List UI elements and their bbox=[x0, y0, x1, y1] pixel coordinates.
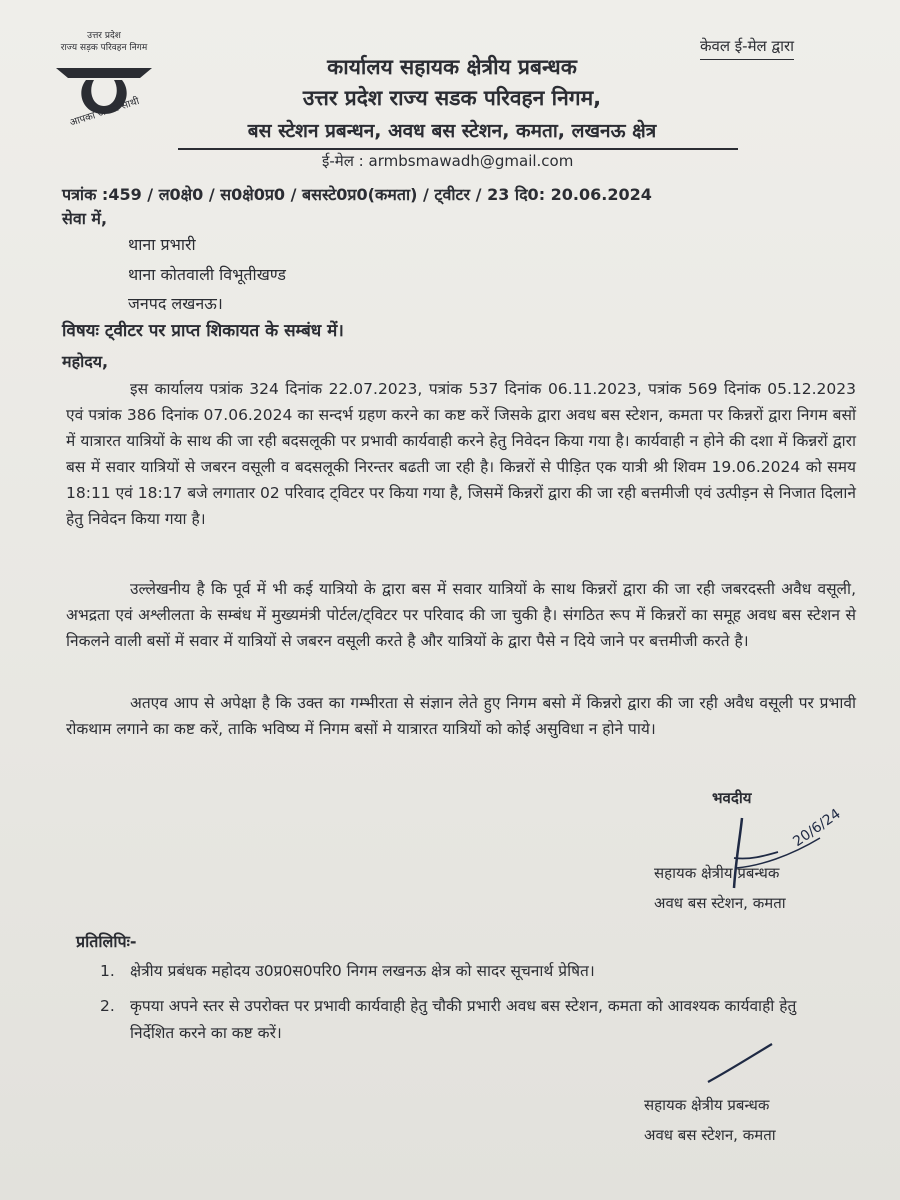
header-divider bbox=[178, 148, 738, 150]
org-name: उत्तर प्रदेश राज्य सडक परिवहन निगम, bbox=[302, 86, 602, 110]
addressee-line-1: थाना प्रभारी bbox=[128, 235, 196, 254]
body-paragraph-1: इस कार्यालय पत्रांक 324 दिनांक 22.07.2023, पत्रांक 537 दिनांक 06.11.2023, पत्रांक 569 दिनांक 05.12.2023 एवं पत्रांक 386 दिनांक 07.06.2024 का सन्दर्भ ग्रहण करने का कष्ट करें जिसके द्वारा अवध बस स्टेशन, कमता पर किन्नरों द्वारा निगम बसों में यात्रारत यात्रियों के साथ की जा रही बदसलूकी पर प्रभावी कार्यवाही करने हेतु निवेदन किया गया है। कार्यवाही न होने की दशा में किन्नरों द्वारा बस में सवार यात्रियों से जबरन वसूली व बदसलूकी निरन्तर बढती जा रही है। किन्नरों से पीड़ित एक यात्री श्री शिवम 19.06.2024 को समय 18:11 एवं 18:17 बजे लगातार 02 परिवाद ट्विटर पर किया गया है, जिसमें किन्नरों द्वारा की जा रही बत्तमीजी एवं उत्पीड़न से निजात दिलाने हेतु निवेदन किया गया है। bbox=[66, 380, 856, 528]
logo-emblem-icon bbox=[38, 30, 170, 140]
logo-state-text: उत्तर प्रदेश bbox=[87, 31, 121, 41]
signatory-title: सहायक क्षेत्रीय प्रबन्धक bbox=[644, 1096, 770, 1114]
copy-label: प्रतिलिपिः- bbox=[76, 932, 137, 951]
closing: भवदीय bbox=[712, 789, 752, 807]
email-line bbox=[322, 151, 573, 171]
list-item: 2. कृपया अपने स्तर से उपरोक्त पर प्रभावी कार्यवाही हेतु चौकी प्रभारी अवध बस स्टेशन, कमता को आवश्यक कार्यवाही हेतु निर्देशित करने का कष्ट करें। bbox=[100, 997, 797, 1042]
list-item: 1. क्षेत्रीय प्रबंधक महोदय उ0प्र0स0परि0 निगम लखनऊ क्षेत्र को सादर सूचनार्थ प्रेषित। bbox=[100, 962, 595, 980]
signature-2-icon bbox=[700, 1040, 780, 1090]
email-only-note: केवल ई-मेल द्वारा bbox=[700, 36, 794, 60]
email-address: armbsmawadh@gmail.com bbox=[368, 152, 574, 170]
salutation-to: सेवा में, bbox=[62, 209, 108, 228]
unit-name: बस स्टेशन प्रबन्धन, अवध बस स्टेशन, कमता, लखनऊ क्षेत्र bbox=[247, 120, 657, 142]
email-label: ई-मेल : bbox=[322, 152, 364, 170]
body-paragraph-2: उल्लेखनीय है कि पूर्व में भी कई यात्रियो के द्वारा बस में सवार यात्रियों के साथ किन्नरों द्वारा की जा रही जबरदस्ती अवैध वसूली, अभद्रता एवं अश्लीलता के सम्बंध में मुख्यमंत्री पोर्टल/ट्विटर पर परिवाद की जा चुकी है। संगठित रूप में किन्नरों का समूह अवध बस स्टेशन से निकलने वाली बसों में सवार में यात्रियों से जबरन वसूली करते है और यात्रियों के द्वारा पैसे न दिये जाने पर बत्तमीजी करते है। bbox=[66, 580, 856, 650]
greeting: महोदय, bbox=[62, 352, 109, 371]
signatory-block-2 bbox=[644, 1090, 776, 1150]
upsrtc-logo bbox=[38, 30, 170, 140]
signatory-title: सहायक क्षेत्रीय प्रबन्धक bbox=[654, 864, 780, 882]
signatory-block-1 bbox=[654, 858, 786, 918]
subject-line: विषयः ट्वीटर पर प्राप्त शिकायत के सम्बंध में। bbox=[62, 321, 344, 341]
logo-tagline: आपका अपना साथी bbox=[68, 96, 141, 129]
signatory-office: अवध बस स्टेशन, कमता bbox=[644, 1126, 776, 1144]
signatory-office: अवध बस स्टेशन, कमता bbox=[654, 894, 786, 912]
addressee-line-2: थाना कोतवाली विभूतीखण्ड bbox=[128, 265, 286, 284]
handwritten-date: 20/6/24 bbox=[790, 805, 844, 851]
reference-line: पत्रांक :459 / ल0क्षे0 / स0क्षे0प्र0 / बसस्टे0प्र0(कमता) / ट्वीटर / 23 दि0: 20.06.2024 bbox=[62, 185, 652, 204]
addressee-line-3: जनपद लखनऊ। bbox=[128, 294, 223, 313]
body-paragraph-3: अतएव आप से अपेक्षा है कि उक्त का गम्भीरता से संज्ञान लेते हुए निगम बसो में किन्नरो द्वारा की जा रही अवैध वसूली पर प्रभावी रोकथाम लगाने का कष्ट करें, ताकि भविष्य में निगम बसों मे यात्रारत यात्रियों को कोई असुविधा न होने पाये। bbox=[66, 694, 856, 738]
logo-org-text: राज्य सड़क परिवहन निगम bbox=[60, 43, 148, 53]
office-title: कार्यालय सहायक क्षेत्रीय प्रबन्धक bbox=[327, 55, 577, 79]
